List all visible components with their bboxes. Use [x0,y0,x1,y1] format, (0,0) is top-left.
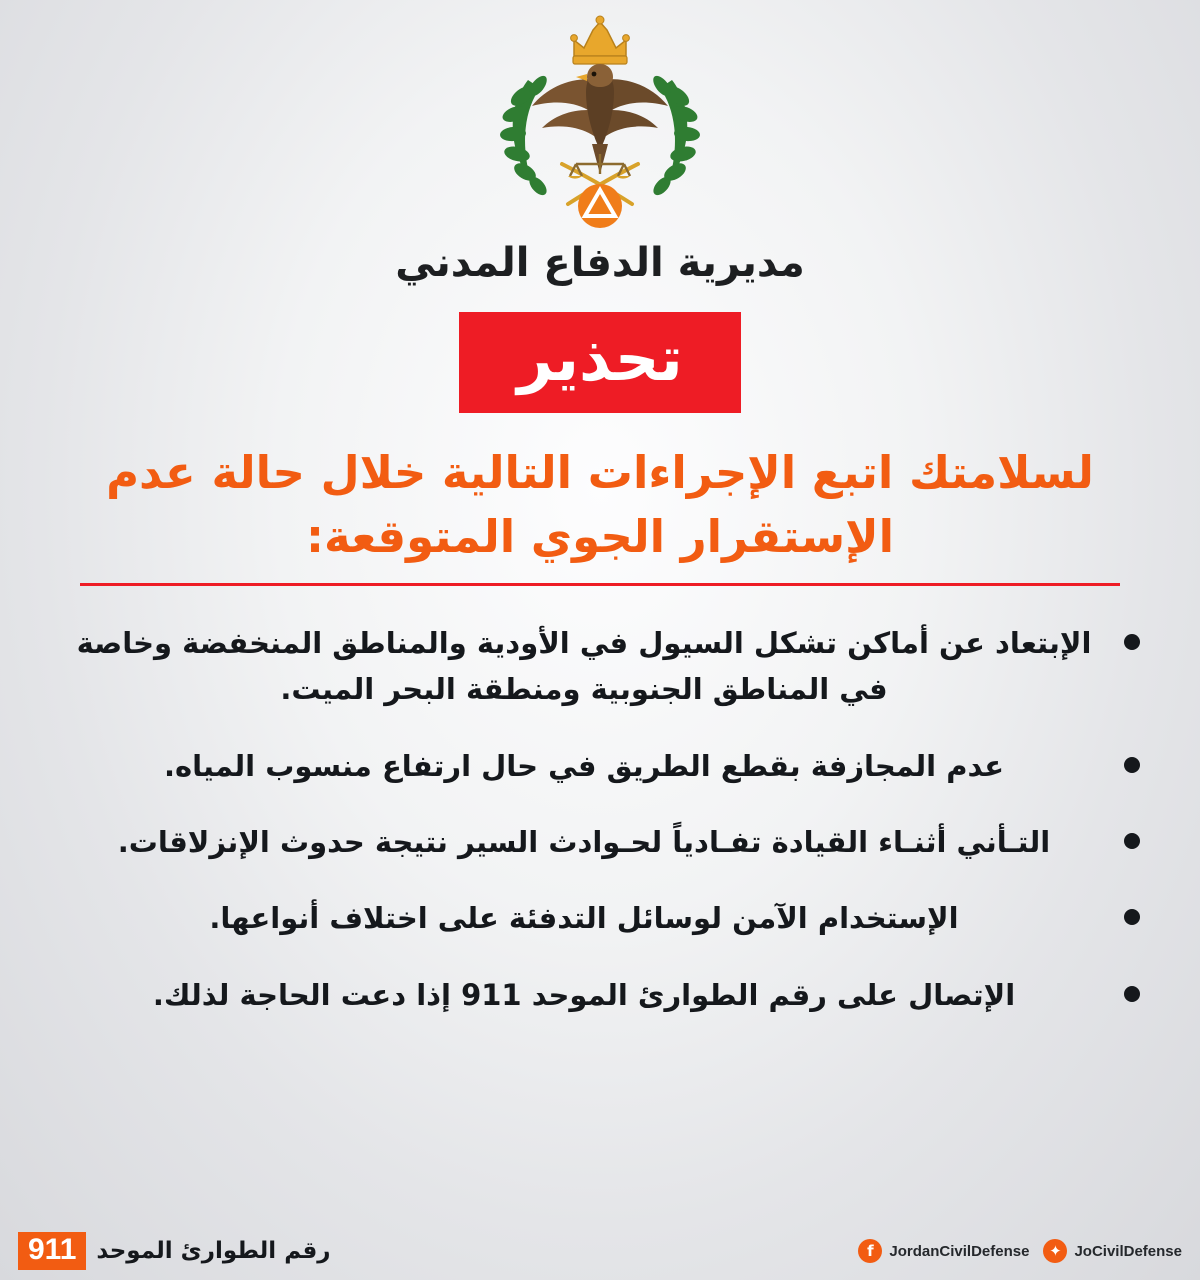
list-item-text: الإستخدام الآمن لوسائل التدفئة على اختلاف أنواعها. [209,901,959,936]
list-item-text: الإبتعاد عن أماكن تشكل السيول في الأودية والمناطق المنخفضة وخاصة في المناطق الجنوبية ومنطقة البحر الميت. [76,625,1092,707]
safety-instructions-list [60,620,1140,1048]
emergency-label: رقم الطوارئ الموحد [96,1238,331,1264]
list-item-text: الإتصال على رقم الطوارئ الموحد 911 إذا دعت الحاجة لذلك. [152,977,1016,1012]
list-item [60,819,1140,865]
bullet-dot-icon [1124,909,1140,925]
list-item-text: التـأني أثنـاء القيادة تفـادياً لحـوادث السير نتيجة حدوث الإنزلاقات. [117,825,1051,860]
facebook-link[interactable] [858,1239,1029,1263]
headline: لسلامتك اتبع الإجراءات التالية خلال حالة عدم الإستقرار الجوي المتوقعة: [106,446,1094,563]
divider [80,583,1120,586]
twitter-handle: JoCivilDefense [1074,1242,1182,1260]
emergency-number-block [18,1232,331,1270]
twitter-icon: ✦ [1043,1239,1067,1263]
bullet-dot-icon [1124,986,1140,1002]
list-item-text: عدم المجازفة بقطع الطريق في حال ارتفاع منسوب المياه. [163,748,1005,783]
footer [0,1222,1200,1280]
list-item [60,972,1140,1018]
list-item [60,620,1140,713]
list-item [60,895,1140,941]
organization-name: مديرية الدفاع المدني [395,240,805,286]
facebook-icon: f [858,1239,882,1263]
list-item [60,743,1140,789]
bullet-dot-icon [1124,757,1140,773]
emergency-number: 911 [18,1232,86,1270]
jordan-civil-defense-emblem [470,14,730,234]
bullet-dot-icon [1124,833,1140,849]
bullet-dot-icon [1124,634,1140,650]
social-links [858,1239,1182,1263]
twitter-link[interactable] [1043,1239,1182,1263]
warning-badge: تحذير [459,312,741,413]
facebook-handle: JordanCivilDefense [889,1242,1030,1260]
